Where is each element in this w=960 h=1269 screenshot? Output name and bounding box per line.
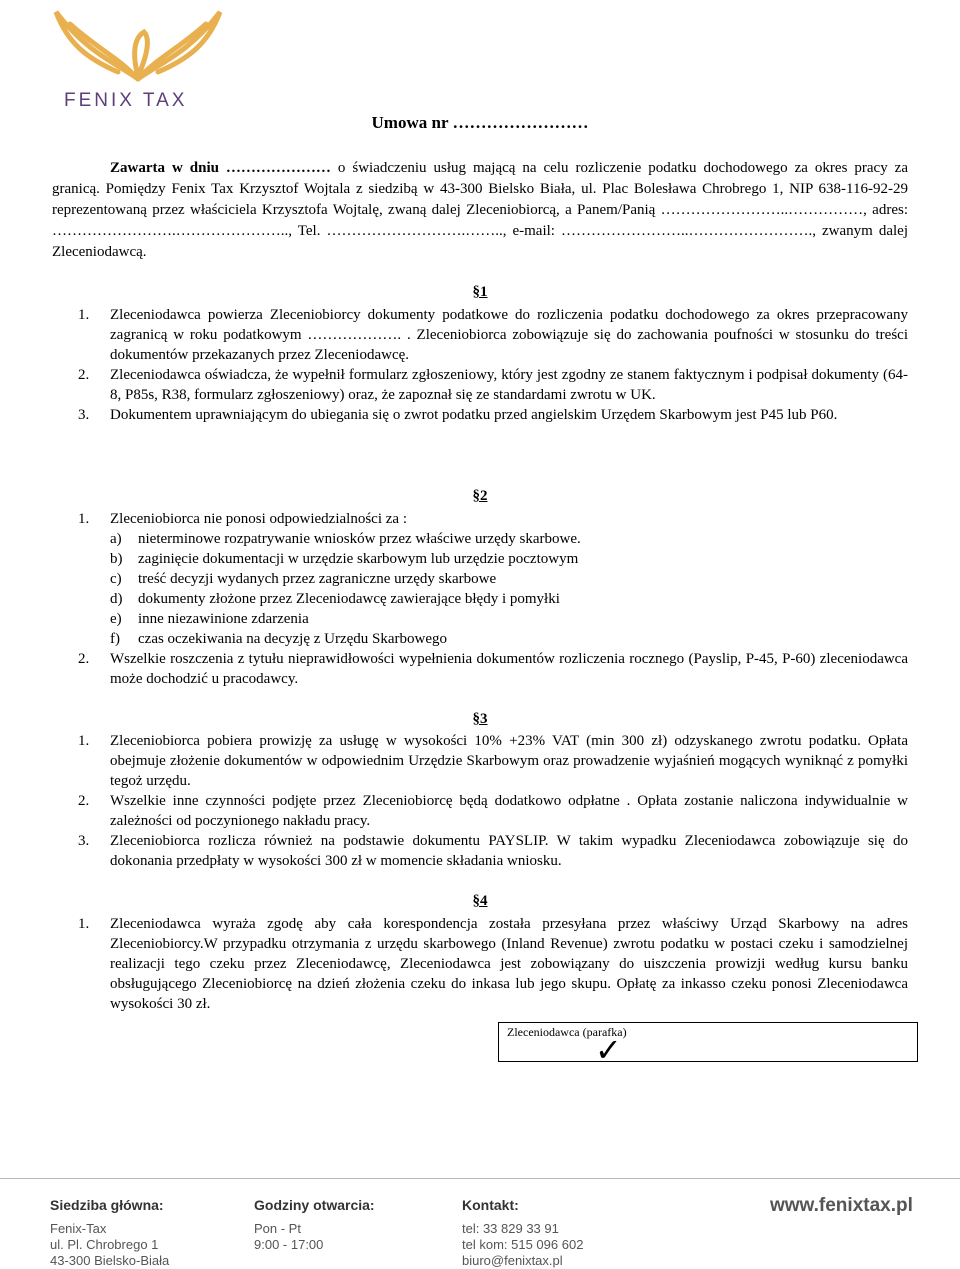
sub-item [78, 569, 908, 589]
list-item [78, 365, 908, 405]
sub-item-letter: a) [110, 531, 122, 547]
sub-item [78, 549, 908, 569]
section-4-list [78, 914, 908, 1014]
footer-line: ul. Pl. Chrobrego 1 [50, 1237, 159, 1252]
section-3-list [78, 731, 908, 871]
item-text: Zleceniodawca wyraża zgodę aby cała korespondencja została przesyłana przez właściwy Urząd Skarbowy na adres Zleceniobiorcy.W przypadku otrzymania z urzędu skarbowego (Inland Revenue) zwrotu podatku w postaci czeku i samodzielnej realizacji tego czeku przez Zleceniodawcę, Zleceniodawca jest zobowiązany do uiszczenia prowizji według kursu banku obsługującego Zleceniobiorcę na dzień złożenia czeku do inkasa lub jego skupu. Opłatę za inkasso czeku ponosi Zleceniodawca wysokości 30 zł. [110, 916, 908, 1012]
footer-line: Pon - Pt [254, 1221, 301, 1236]
footer-hours [254, 1197, 375, 1253]
footer-heading: Godziny otwarcia: [254, 1197, 375, 1213]
list-item [78, 405, 908, 425]
item-number: 3. [78, 833, 90, 849]
intro-text: o świadczeniu usług mającą na celu rozliczenie podatku dochodowego za okres pracy za granicą. Pomiędzy Fenix Tax Krzysztof Wojtala z siedzibą w 43-300 Bielsko Biała, ul. Plac Bolesława Chrobrego 1, NIP 638-116-92-29 reprezentowaną przez właściciela Krzysztofa Wojtalę, zwaną dalej Zleceniobiorcą, a Panem/Panią ……………………..……………, adres: …………………….………………….., Tel. ……………………….…….., e-mail: ……………………..……………………., zwanym dalej Zleceniodawcą. [52, 160, 908, 260]
section-heading-4: §4 [472, 893, 488, 909]
list-item [78, 305, 908, 365]
sub-item-text: dokumenty złożone przez Zleceniodawcę zawierające błędy i pomyłki [138, 591, 560, 607]
footer-line: 43-300 Bielsko-Biała [50, 1253, 170, 1268]
sub-item-letter: c) [110, 571, 122, 587]
item-number: 2. [78, 793, 90, 809]
item-number: 3. [78, 407, 90, 423]
footer-heading: Siedziba główna: [50, 1197, 164, 1213]
checkmark-icon: ✓ [595, 1031, 622, 1069]
item-text: Zleceniobiorca pobiera prowizję za usługę w wysokości 10% +23% VAT (min 300 zł) odzyskanego zwrotu podatku. Opłata obejmuje złożenie dokumentów w odpowiednim Urzędzie Skarbowym oraz prowadzenie wyjaśnień mogących wyniknąć z pomyłki tegoż urzędu. [110, 733, 908, 789]
item-text: Wszelkie inne czynności podjęte przez Zleceniobiorcę będą dodatkowo odpłatne . Opłata zostanie naliczona indywidualnie w zależności od poczynionego nakładu pracy. [110, 793, 908, 829]
item-text: Zleceniobiorca nie ponosi odpowiedzialności za : [110, 511, 407, 527]
list-item [78, 914, 908, 1014]
sub-item [78, 609, 908, 629]
sub-item [78, 529, 908, 549]
sub-item-text: inne niezawinione zdarzenia [138, 611, 309, 627]
section-heading-2: §2 [472, 488, 488, 504]
footer-heading: Kontakt: [462, 1197, 519, 1213]
item-text: Dokumentem uprawniającym do ubiegania się o zwrot podatku przed angielskim Urzędem Skarbowym jest P45 lub P60. [110, 407, 838, 423]
item-number: 1. [78, 916, 90, 932]
item-number: 1. [78, 307, 90, 323]
sub-item-text: zaginięcie dokumentacji w urzędzie skarbowym lub urzędzie pocztowym [138, 551, 579, 567]
sub-item [78, 589, 908, 609]
section-2-list [78, 509, 908, 689]
sub-item-letter: d) [110, 591, 123, 607]
footer-line: tel: 33 829 33 91 [462, 1221, 559, 1236]
footer-line: tel kom: 515 096 602 [462, 1237, 584, 1252]
list-item [78, 731, 908, 791]
initials-label: Zleceniodawca (parafka) [507, 1025, 627, 1039]
page-footer [0, 1178, 960, 1268]
list-item [78, 649, 908, 689]
list-item [78, 831, 908, 871]
section-heading-3: §3 [472, 711, 488, 727]
intro-paragraph [52, 158, 908, 263]
sub-item [78, 629, 908, 649]
item-number: 1. [78, 511, 90, 527]
section-1-list [78, 305, 908, 425]
item-text: Wszelkie roszczenia z tytułu nieprawidłowości wypełnienia dokumentów rozliczenia rocznego (Payslip, P-45, P-60) zleceniodawca może dochodzić u pracodawcy. [110, 651, 908, 687]
section-heading-1: §1 [472, 284, 488, 300]
footer-contact [462, 1197, 583, 1269]
footer-line: biuro@fenixtax.pl [462, 1253, 563, 1268]
logo-brand-text: FENIX TAX [64, 90, 188, 111]
footer-line: 9:00 - 17:00 [254, 1237, 324, 1252]
sub-item-letter: b) [110, 551, 123, 567]
initials-box [498, 1022, 918, 1069]
sub-item-letter: e) [110, 611, 122, 627]
sub-item-text: czas oczekiwania na decyzję z Urzędu Skarbowego [138, 631, 448, 647]
document-title: Umowa nr …………………… [371, 113, 589, 132]
item-text: Zleceniobiorca rozlicza również na podstawie dokumentu PAYSLIP. W takim wypadku Zleceniodawca zobowiązuje się do dokonania przedpłaty w wysokości 300 zł w momencie składania wniosku. [110, 833, 908, 869]
footer-line: Fenix-Tax [50, 1221, 107, 1236]
footer-website: www.fenixtax.pl [770, 1195, 913, 1216]
sub-item-text: treść decyzji wydanych przez zagraniczne urzędy skarbowe [138, 571, 497, 587]
item-text: Zleceniodawca powierza Zleceniobiorcy dokumenty podatkowe do rozliczenia podatku dochodowego za okres przepracowany zagranicą w roku podatkowym ………………. . Zleceniobiorca zobowiązuje się do zachowania poufności w stosunku do treści dokumentów przekazanych przez Zleceniodawcę. [110, 307, 908, 363]
sub-item-letter: f) [110, 631, 120, 647]
item-number: 2. [78, 651, 90, 667]
intro-lead: Zawarta w dniu ………………… [110, 160, 331, 176]
list-item [78, 509, 908, 529]
sub-item-text: nieterminowe rozpatrywanie wniosków przez właściwe urzędy skarbowe. [138, 531, 581, 547]
item-text: Zleceniodawca oświadcza, że wypełnił formularz zgłoszeniowy, który jest zgodny ze stanem faktycznym i podpisał dokumenty (64-8, P85s, R38, formularz zgłoszeniowy) oraz, że zapoznał się ze standardami zwrotu w UK. [110, 367, 908, 403]
list-item [78, 791, 908, 831]
footer-address [50, 1197, 169, 1269]
item-number: 2. [78, 367, 90, 383]
item-number: 1. [78, 733, 90, 749]
